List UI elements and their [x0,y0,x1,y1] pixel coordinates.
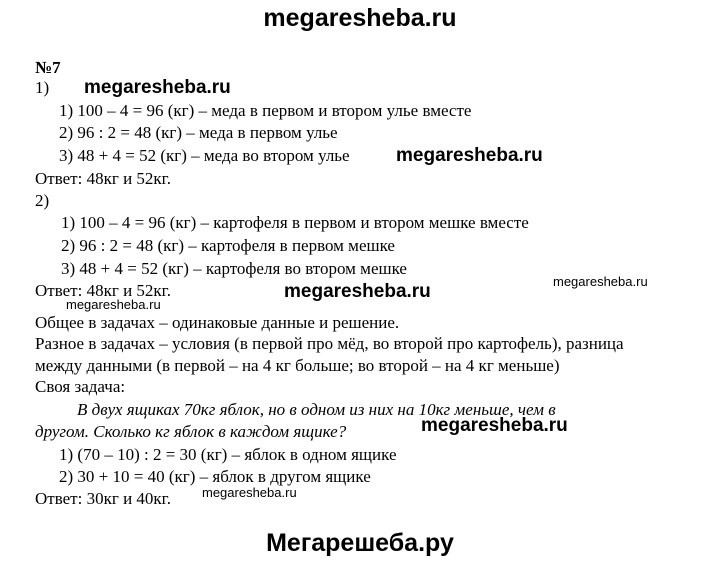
part-2-step-3: 3) 48 + 4 = 52 (кг) – картофеля во втором мешке [61,259,407,278]
own-task-line-2: другом. Сколько кг яблок в каждом ящике? [35,422,347,441]
part-2-step-2: 2) 96 : 2 = 48 (кг) – картофеля в первом мешке [61,236,395,255]
watermark-4: megaresheba.ru [553,274,648,289]
difference-line-1: Разное в задачах – условия (в первой про мёд, во второй про картофель), разница [35,334,624,353]
own-task-label: Своя задача: [35,377,126,396]
watermark-1: megaresheba.ru [84,77,231,98]
watermark-2: megaresheba.ru [396,145,543,166]
own-answer: Ответ: 30кг и 40кг. [35,489,171,508]
part-1-label: 1) [35,78,50,97]
own-task-line-1: В двух ящиках 70кг яблок, но в одном из них на 10кг меньше, чем в [77,400,556,419]
watermark-6: megaresheba.ru [421,415,568,436]
part-1-answer: Ответ: 48кг и 52кг. [35,169,171,188]
part-2-answer: Ответ: 48кг и 52кг. [35,281,171,300]
task-number: №7 [35,58,61,77]
part-2-label: 2) [35,191,50,210]
difference-line-2: между данными (в первой – на 4 кг больше; во второй – на 4 кг меньше) [35,356,560,375]
part-2-step-1: 1) 100 – 4 = 96 (кг) – картофеля в первом и втором мешке вместе [61,213,529,232]
watermark-3: megaresheba.ru [284,281,431,302]
common-text: Общее в задачах – одинаковые данные и решение. [35,313,400,332]
site-header-title: megaresheba.ru [263,4,457,32]
site-footer-title: Мегарешеба.ру [266,529,454,557]
own-step-2: 2) 30 + 10 = 40 (кг) – яблок в другом ящике [59,467,371,486]
watermark-7: megaresheba.ru [202,485,297,500]
part-1-step-1: 1) 100 – 4 = 96 (кг) – меда в первом и втором улье вместе [59,101,472,120]
part-1-step-2: 2) 96 : 2 = 48 (кг) – меда в первом улье [59,123,338,142]
watermark-5: megaresheba.ru [66,297,161,312]
own-step-1: 1) (70 – 10) : 2 = 30 (кг) – яблок в одном ящике [59,445,397,464]
part-1-step-3: 3) 48 + 4 = 52 (кг) – меда во втором улье [59,146,350,165]
